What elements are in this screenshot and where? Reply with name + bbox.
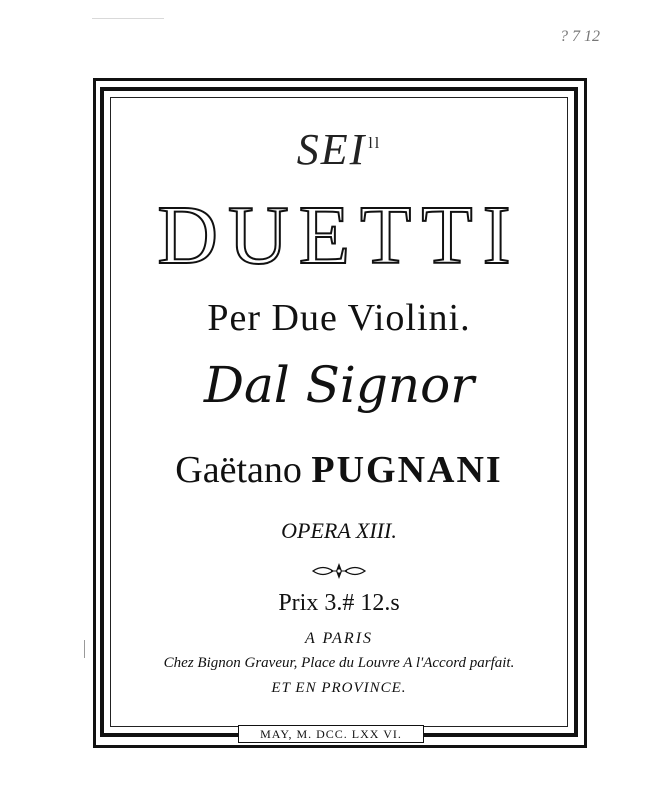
- composer-surname: PUGNANI: [311, 449, 503, 491]
- main-title: DUETTI: [157, 189, 521, 282]
- floral-ornament-icon: [110, 560, 568, 584]
- instrumentation-line: Per Due Violini.: [207, 297, 471, 339]
- imprint-distribution: ET EN PROVINCE.: [271, 680, 407, 696]
- composer-line: [110, 448, 568, 492]
- title-prefix-text: SEI: [296, 125, 367, 174]
- imprint-publisher: Chez Bignon Graveur, Place du Louvre A l'Accord parfait.: [163, 655, 515, 671]
- price-line: Prix 3.# 12.s: [278, 590, 400, 616]
- attribution-line: Dal Signor: [203, 356, 475, 414]
- margin-tick: [84, 640, 85, 658]
- date-label: MAY, M. DCC. LXX VI.: [238, 725, 424, 743]
- opus-line: OPERA XIII.: [281, 518, 397, 543]
- composer-given-name: Gaëtano: [175, 449, 302, 491]
- title-prefix-superscript: ll: [368, 135, 382, 153]
- title-prefix: [110, 124, 568, 175]
- imprint-city: A PARIS: [304, 630, 374, 647]
- corner-handwritten-note: ? 7 12: [560, 28, 600, 45]
- margin-rule: [92, 18, 164, 19]
